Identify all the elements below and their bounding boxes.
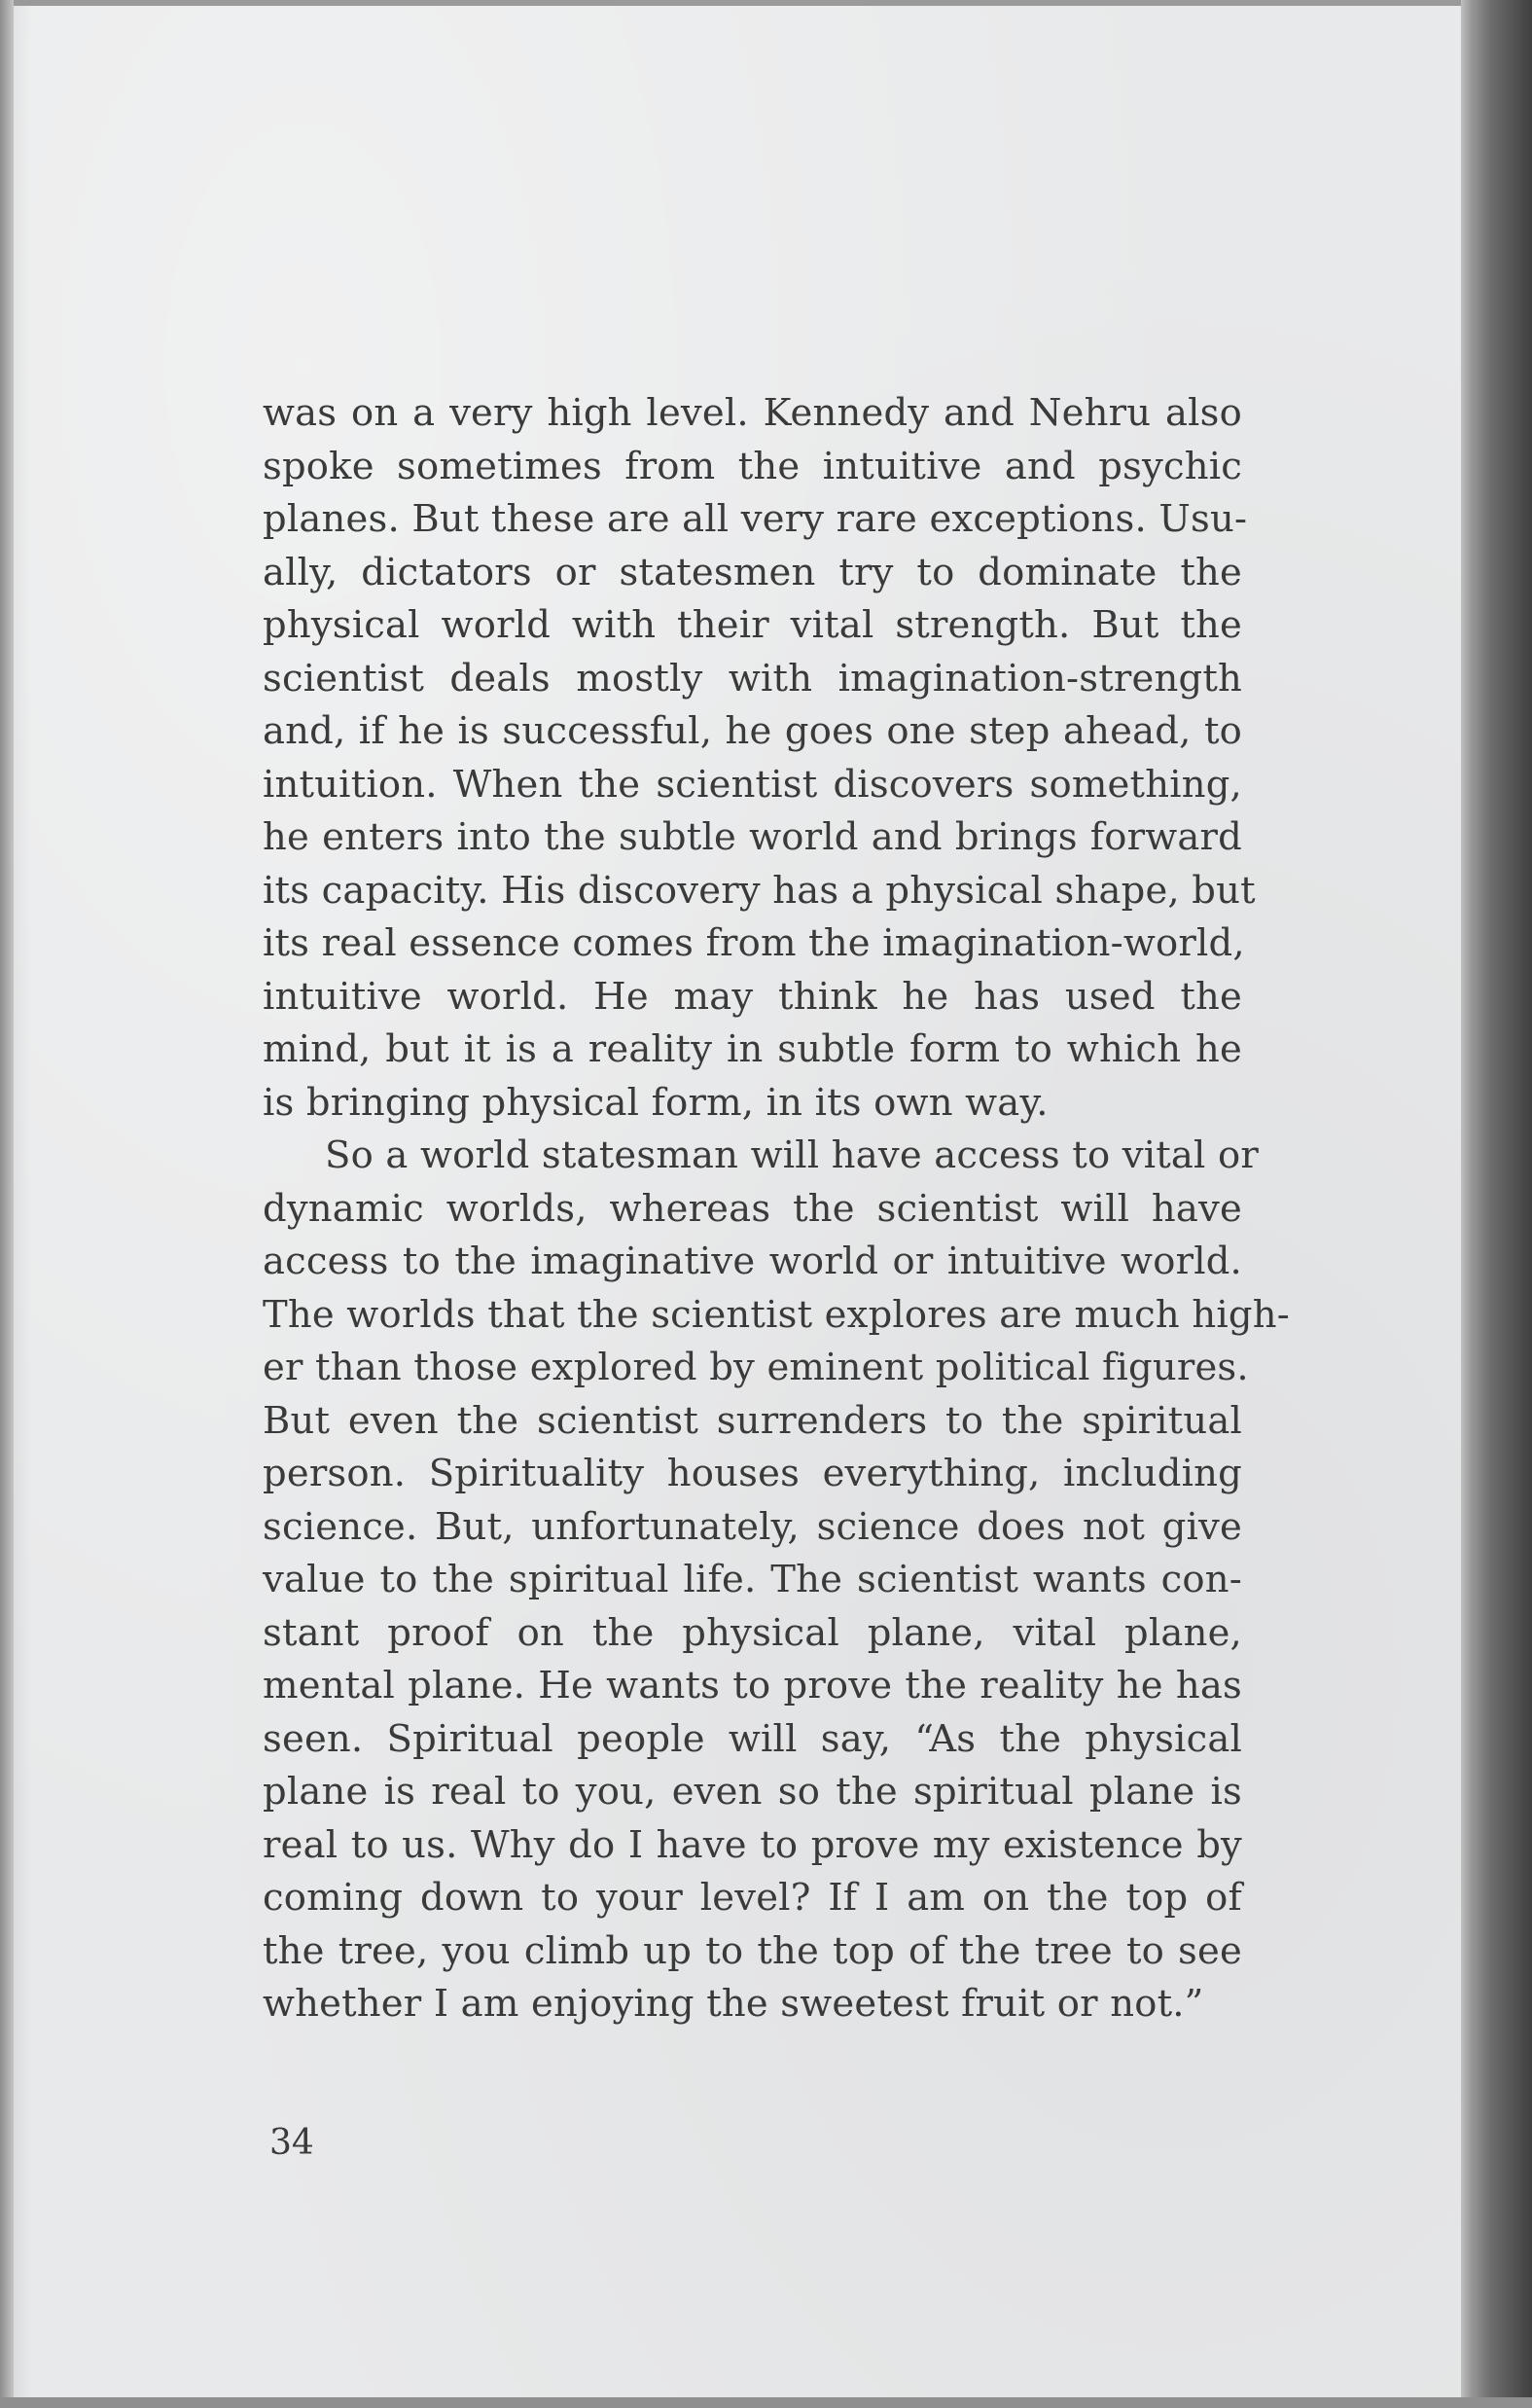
paragraph-2 [263, 1130, 1290, 2031]
text-line: intuitive world. He may think he has used the [263, 974, 1242, 1019]
text-line: But even the scientist surrenders to the spiritual [263, 1398, 1242, 1443]
scan-bottom-edge [0, 2397, 1532, 2408]
text-line: scientist deals mostly with imagination-strength [263, 656, 1242, 701]
text-line: the tree, you climb up to the top of the tree to see [263, 1928, 1242, 1973]
text-line: The worlds that the scientist explores are much high- [263, 1292, 1290, 1337]
text-line: planes. But these are all very rare exceptions. Usu- [263, 497, 1248, 541]
text-line: he enters into the subtle world and brings forward [263, 815, 1242, 859]
text-line: ally, dictators or statesmen try to dominate the [263, 550, 1242, 594]
text-line: is bringing physical form, in its own way. [263, 1080, 1049, 1125]
text-line: er than those explored by eminent political figures. [263, 1346, 1249, 1389]
text-line: dynamic worlds, whereas the scientist will have [263, 1186, 1242, 1231]
text-line: access to the imaginative world or intuitive world. [263, 1240, 1242, 1283]
text-line: whether I am enjoying the sweetest fruit or not.” [263, 1982, 1204, 2026]
text-line: plane is real to you, even so the spiritual plane is [263, 1770, 1242, 1814]
text-line: intuition. When the scientist discovers something, [263, 762, 1242, 807]
text-line: science. But, unfortunately, science does not give [263, 1504, 1242, 1549]
scan-right-edge [1461, 0, 1532, 2408]
text-line: and, if he is successful, he goes one step ahead, to [263, 709, 1242, 753]
paragraph-1 [263, 387, 1256, 1130]
text-line: was on a very high level. Kennedy and Nehru also [263, 391, 1242, 435]
text-line: coming down to your level? If I am on the top of [263, 1876, 1242, 1920]
text-line: mind, but it is a reality in subtle form to which he [263, 1027, 1242, 1071]
text-line: person. Spirituality houses everything, including [263, 1452, 1242, 1495]
body-text [263, 387, 1290, 2031]
text-line: its capacity. His discovery has a physical shape, but [263, 868, 1256, 913]
text-line: mental plane. He wants to prove the reality he has [263, 1664, 1242, 1707]
page-number: 34 [269, 2123, 314, 2163]
text-line: stant proof on the physical plane, vital plane, [263, 1610, 1242, 1655]
text-line: physical world with their vital strength. But the [263, 603, 1242, 647]
text-line: real to us. Why do I have to prove my existence by [263, 1822, 1242, 1867]
text-line: So a world statesman will have access to vital or [325, 1133, 1259, 1177]
text-line: value to the spiritual life. The scientist wants con- [263, 1558, 1242, 1601]
text-line: seen. Spiritual people will say, “As the physical [263, 1716, 1242, 1761]
text-line: its real essence comes from the imagination-world, [263, 921, 1245, 965]
book-page [14, 6, 1461, 2397]
scan-left-edge [0, 0, 14, 2408]
text-line: spoke sometimes from the intuitive and psychic [263, 444, 1242, 488]
